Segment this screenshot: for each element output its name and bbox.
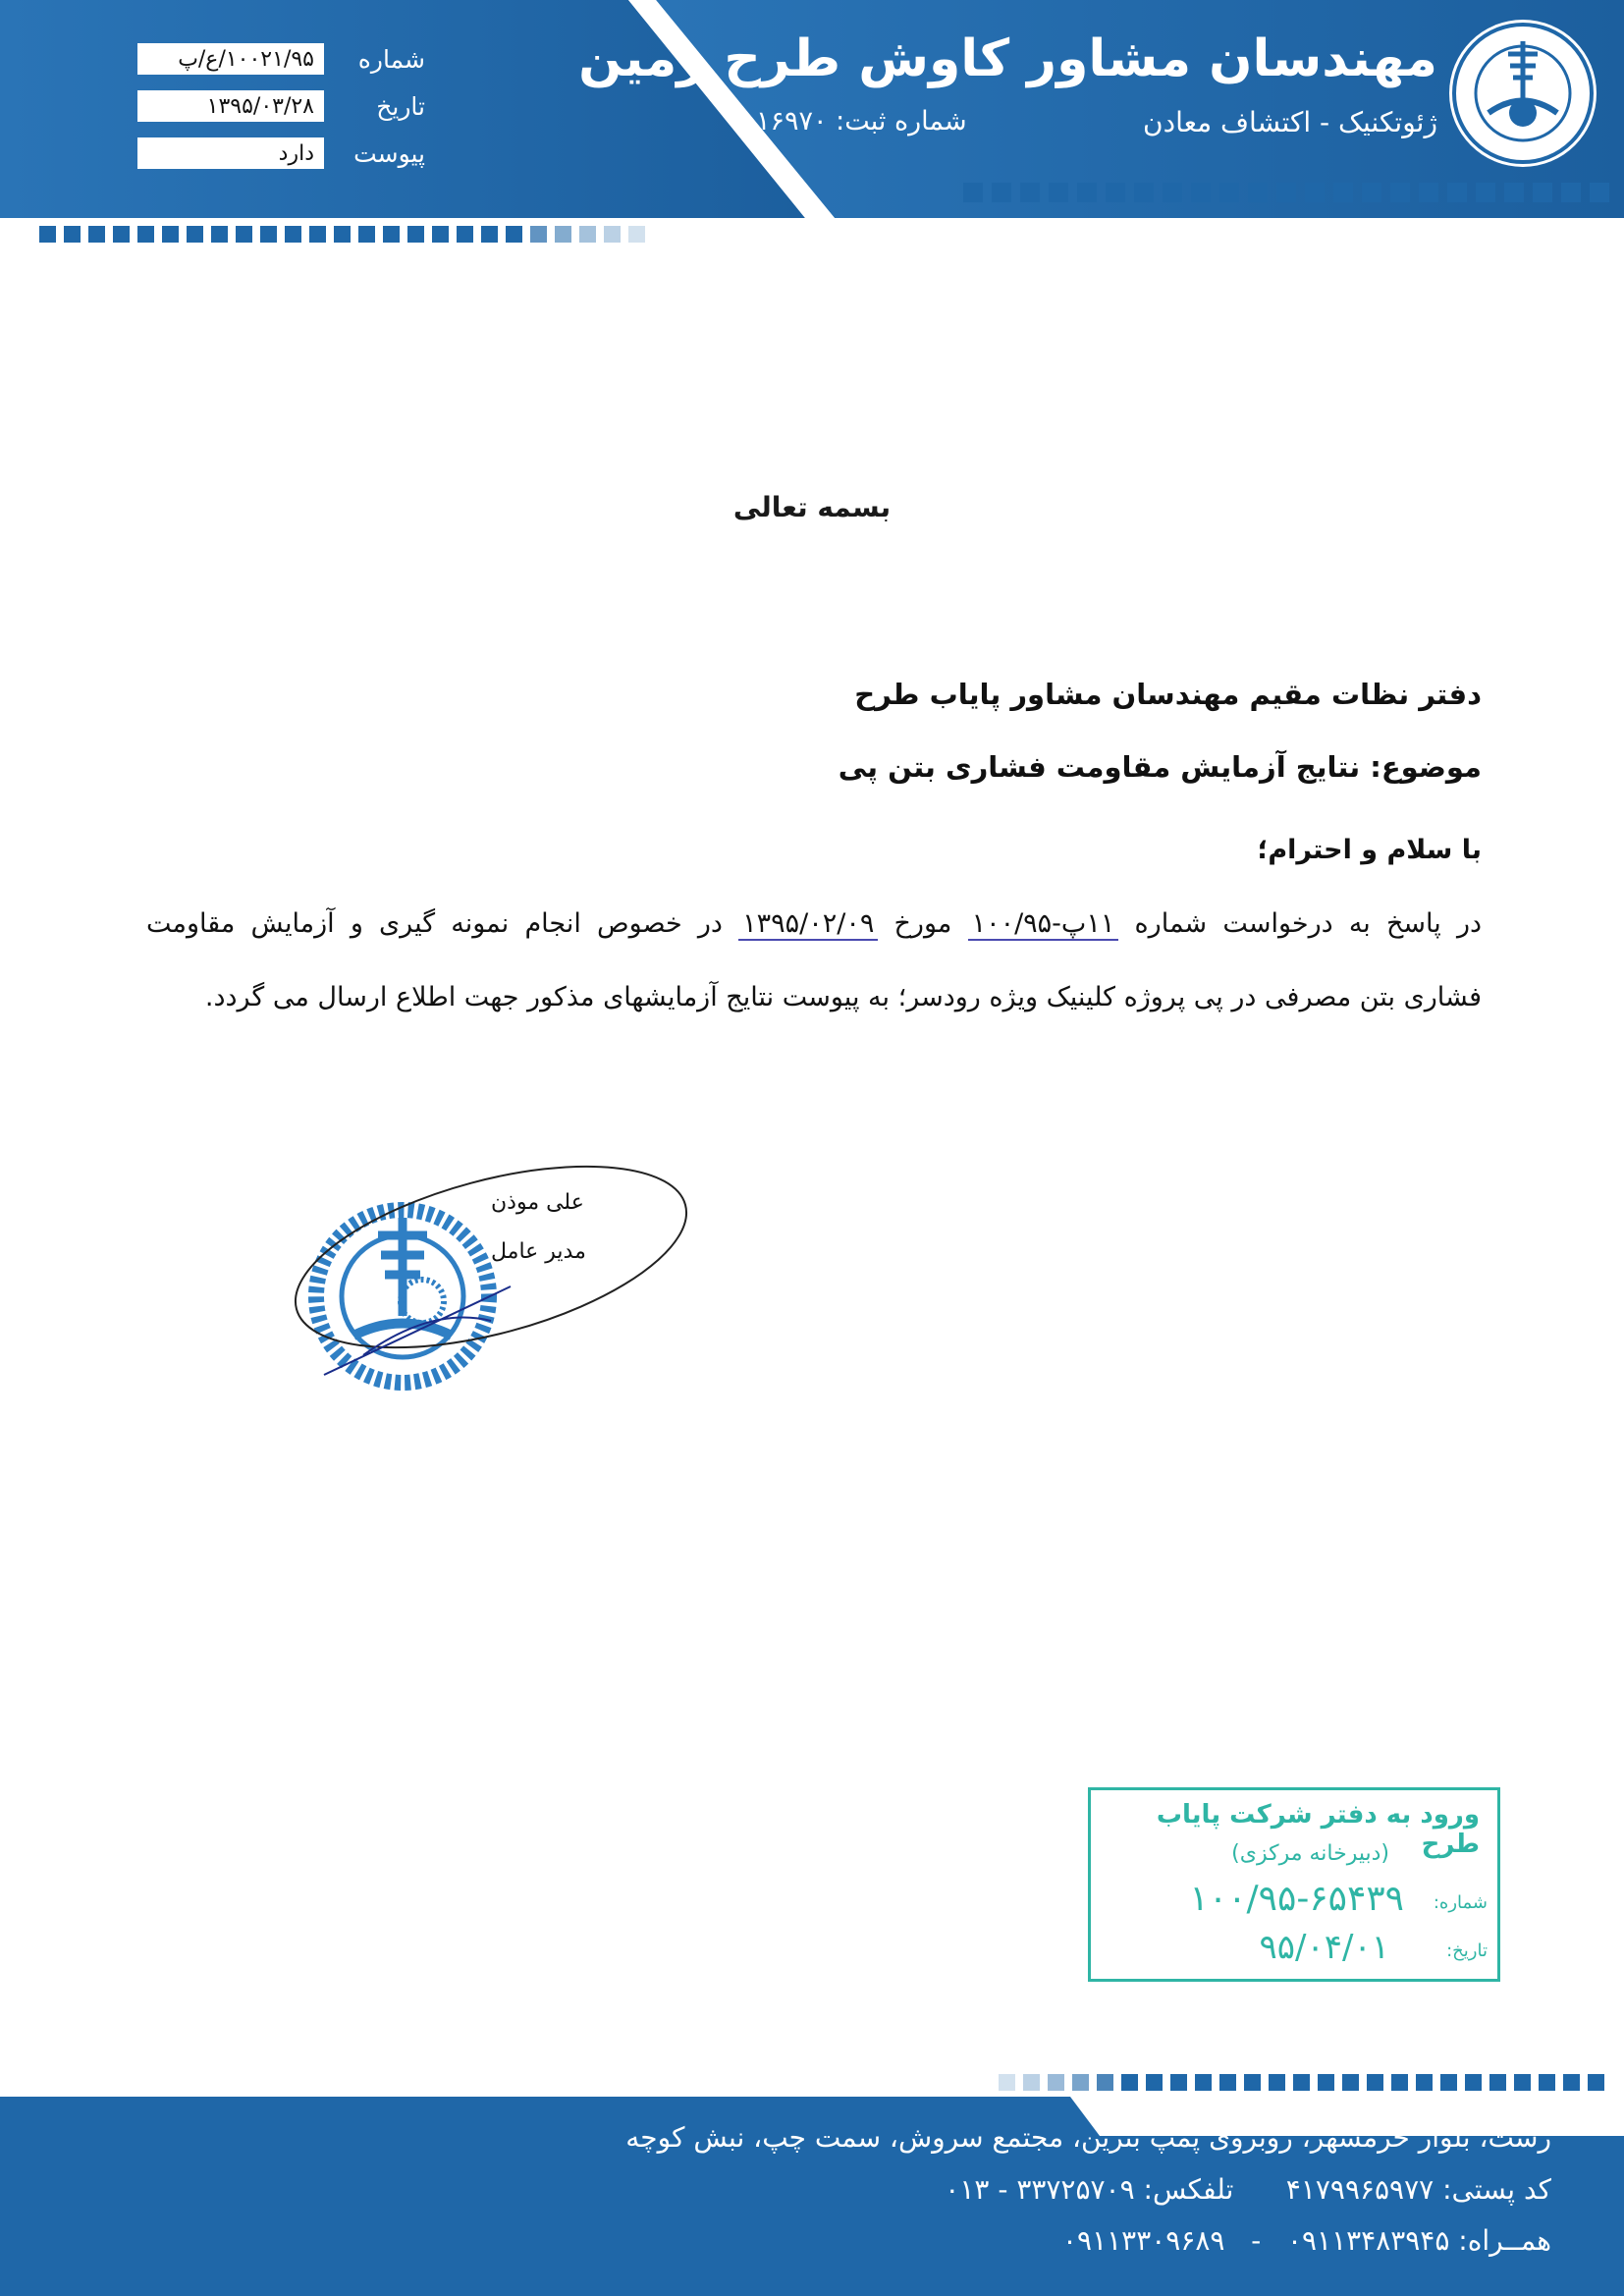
company-subtitle: ژئوتکنیک - اکتشاف معادن [1143, 106, 1437, 138]
recipient-line: دفتر نظات مقیم مهندسان مشاور پایاب طرح [854, 678, 1482, 711]
body-paragraph-line-1 [146, 908, 1482, 939]
signature-and-seal [265, 1110, 727, 1444]
bismillah-heading: بسمه تعالی [732, 491, 892, 523]
mobile-number-2: ۰۹۱۱۳۴۸۳۹۴۵ [1286, 2224, 1450, 2257]
mobile-label: همــراه: [1458, 2224, 1551, 2257]
header-decorative-squares [963, 183, 1609, 204]
stamp-date-label: تاریخ: [1446, 1941, 1488, 1961]
header-decorative-squares-lower [39, 226, 645, 244]
request-date: ۱۳۹۵/۰۲/۰۹ [738, 908, 878, 941]
footer-address: رشت، بلوار خرمشهر، روبروی پمپ بنزین، مجتمع سروش، سمت چپ، نبش کوچه [625, 2121, 1551, 2154]
letter-attachment-row [137, 136, 425, 171]
footer-postal-fax-line [0, 2173, 1551, 2206]
letter-date-label: تاریخ [376, 91, 425, 121]
stamp-subtitle: (دبیرخانه مرکزی) [1231, 1841, 1389, 1866]
mobile-number-1: ۰۹۱۱۳۳۰۹۶۸۹ [1062, 2224, 1225, 2257]
stamp-number-label: شماره: [1433, 1892, 1488, 1913]
footer-decorative-squares [999, 2074, 1604, 2091]
fax-number: ۰۱۳ - ۳۳۷۲۵۷۰۹ [945, 2173, 1135, 2206]
postal-code-label: کد پستی: [1442, 2173, 1551, 2206]
body-text: مورخ [893, 908, 952, 939]
letter-attachment-label: پیوست [353, 138, 425, 168]
company-logo [1449, 20, 1597, 167]
letter-number-value: ۱۰۰۲۱/۹۵/ع/پ [137, 43, 324, 75]
letter-attachment-value: دارد [137, 137, 324, 169]
stamp-title: ورود به دفتر شرکت پایاب طرح [1156, 1800, 1480, 1859]
subject-line: موضوع: نتایج آزمایش مقاومت فشاری بتن پی [838, 750, 1482, 784]
reception-stamp [1088, 1787, 1500, 1982]
letter-number-label: شماره [357, 44, 425, 74]
fax-label: تلفکس: [1143, 2173, 1234, 2206]
body-text: در پاسخ به درخواست شماره [1134, 908, 1482, 939]
company-registration: شماره ثبت: ۱۶۹۷۰ [756, 106, 967, 137]
body-text: در خصوص انجام نمونه گیری و آزمایش مقاومت [146, 908, 723, 939]
stamp-number: ۱۰۰/۹۵-۶۵۴۳۹ [1189, 1879, 1404, 1919]
company-name: مهندسان مشاور کاوش طرح زمین [578, 29, 1437, 88]
greeting-line: با سلام و احترام؛ [1257, 835, 1482, 865]
letter-number-row [137, 41, 425, 77]
postal-code: ۴۱۷۹۹۶۵۹۷۷ [1285, 2173, 1435, 2206]
stamp-date: ۹۵/۰۴/۰۱ [1259, 1928, 1389, 1967]
footer-mobile-line: همــراه: ۰۹۱۱۳۳۰۹۶۸۹ - ۰۹۱۱۳۴۸۳۹۴۵ [1062, 2224, 1551, 2257]
letter-date-value: ۱۳۹۵/۰۳/۲۸ [137, 90, 324, 122]
letter-date-row [137, 88, 425, 124]
company-seal-icon [316, 1210, 489, 1383]
signatory-title: مدیر عامل [491, 1239, 586, 1264]
signatory-name: علی موذن [491, 1190, 584, 1215]
body-paragraph-line-2: فشاری بتن مصرفی در پی پروژه کلینیک ویژه رودسر؛ به پیوست نتایج آزمایشهای مذکور جهت اطلاع ارسال می گردد. [204, 982, 1482, 1012]
company-logo-icon [1449, 20, 1597, 167]
request-reference-number: ۱۱پ-۱۰۰/۹۵ [968, 908, 1119, 941]
